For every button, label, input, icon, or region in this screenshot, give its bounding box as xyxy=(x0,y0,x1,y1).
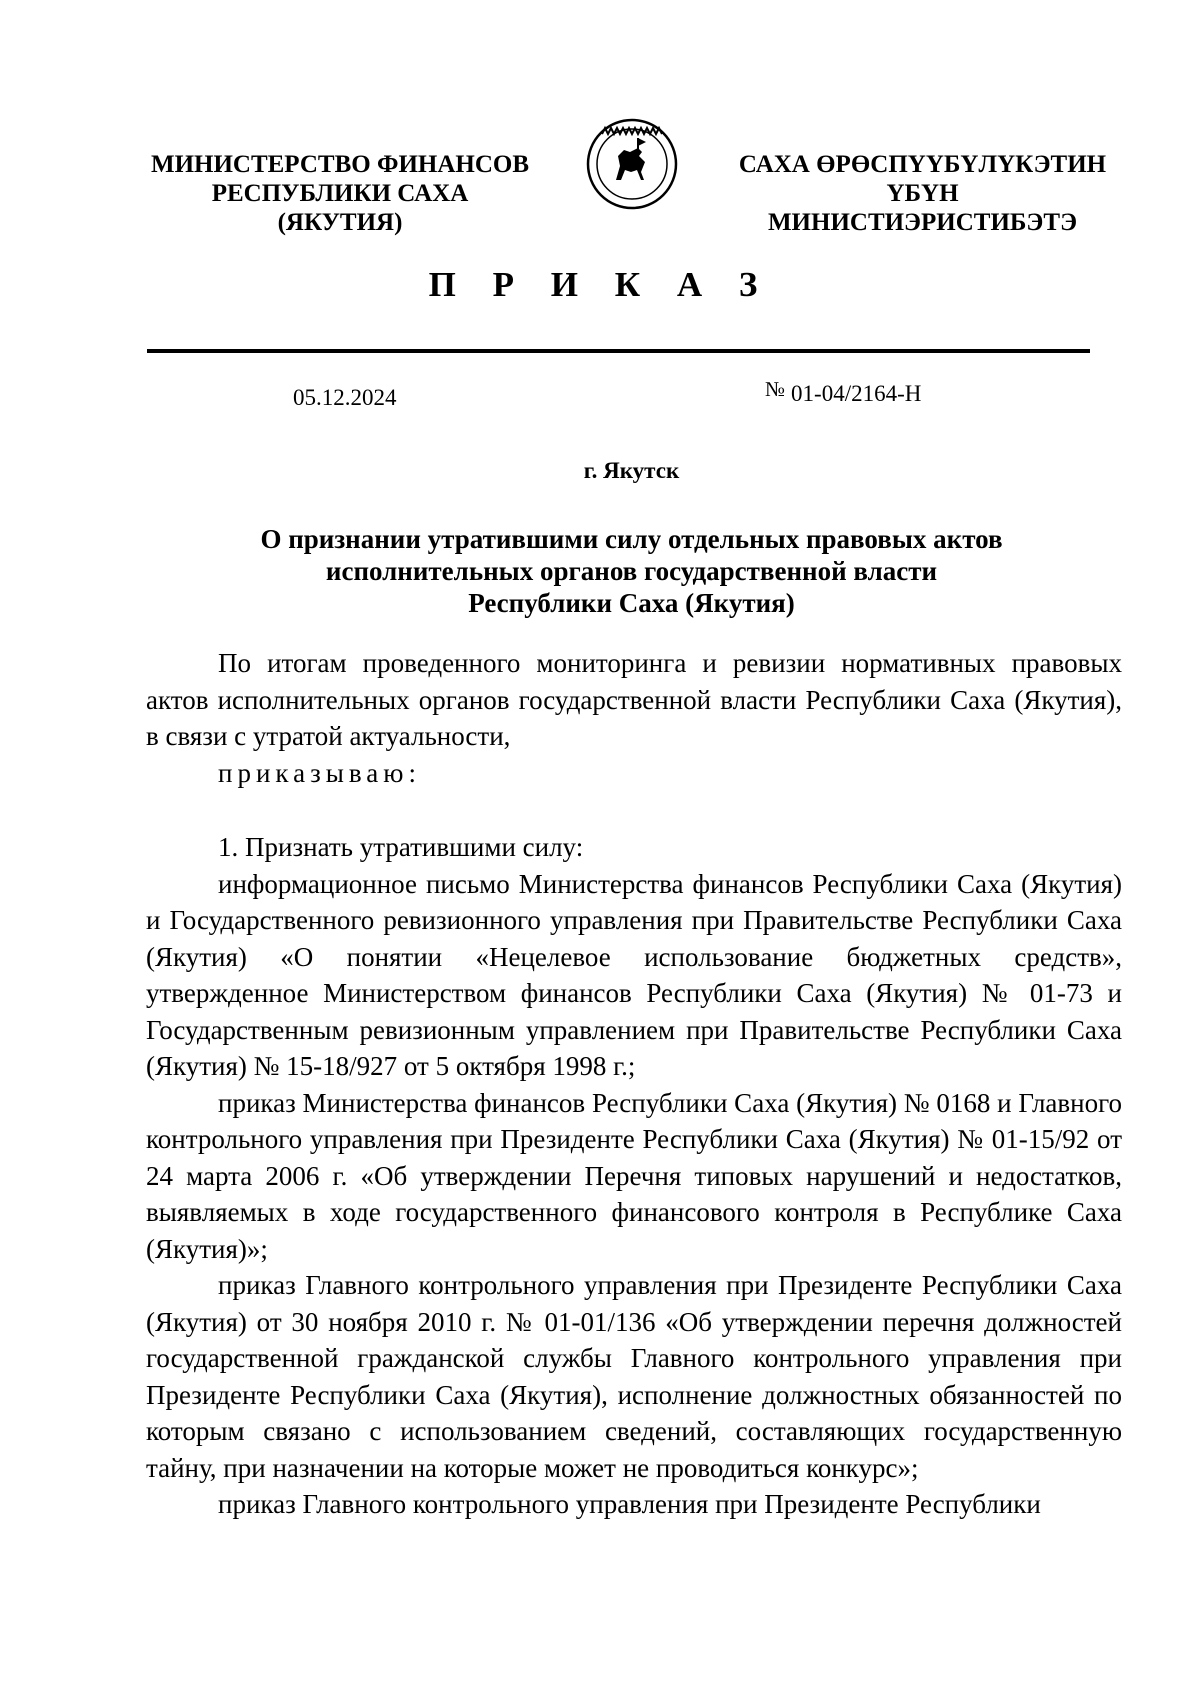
order-body xyxy=(146,645,1122,1523)
ministry-name-sah-line-1: САХА ӨРӨСПҮҮБҮЛҮКЭТИН xyxy=(738,151,1107,178)
order-subject xyxy=(0,523,1200,619)
repealed-act-1: информационное письмо Министерства финансов Республики Саха (Якутия) и Государственного ревизионного управления при Правительстве Республики Саха (Якутия) «О понятии «Нецелевое использование бюджетных средств», утвержденное Министерством финансов Республики Саха (Якутия) № 01-73 и Государственным ревизионным управлением при Правительстве Республики Саха (Якутия) № 15-18/927 от 5 октября 1998 г.; xyxy=(146,868,1122,1081)
ministry-name-ru-line-2: РЕСПУБЛИКИ САХА (ЯКУТИЯ) xyxy=(211,180,469,236)
subject-line-1: О признании утратившими силу отдельных правовых актов xyxy=(260,524,1003,554)
repealed-act-4: приказ Главного контрольного управления при Президенте Республики xyxy=(218,1489,1041,1519)
city: г. Якутск xyxy=(583,458,680,483)
item-1-heading: 1. Признать утратившими силу: xyxy=(218,832,584,862)
order-number xyxy=(765,377,922,407)
document-title: П Р И К А З xyxy=(428,265,772,304)
order-number-value: 01-04/2164-Н xyxy=(791,381,922,406)
preamble-paragraph: По итогам проведенного мониторинга и ревизии нормативных правовых актов исполнительных органов государственной власти Республики Саха (Якутия), в связи с утратой актуальности, xyxy=(146,648,1122,751)
coat-of-arms-icon xyxy=(578,108,686,216)
subject-line-3: Республики Саха (Якутия) xyxy=(468,588,795,618)
header-divider xyxy=(147,349,1090,353)
number-sign: № xyxy=(765,377,786,401)
order-word: приказываю: xyxy=(218,757,421,788)
repealed-act-3: приказ Главного контрольного управления при Президенте Республики Саха (Якутия) от 30 ноября 2010 г. № 01-01/136 «Об утверждении перечня должностей государственной гражданской службы Главного контрольного управления при Президенте Республики Саха (Якутия), исполнение должностных обязанностей по которым связано с использованием сведений, составляющих государственную тайну, при назначении на которые может не проводиться конкурс»; xyxy=(146,1270,1122,1483)
ministry-name-ru xyxy=(150,150,530,237)
ministry-name-sah xyxy=(735,150,1110,237)
subject-line-2: исполнительных органов государственной власти xyxy=(325,556,938,586)
repealed-act-2: приказ Министерства финансов Республики Саха (Якутия) № 0168 и Главного контрольного управления при Президенте Республики Саха (Якутия) № 01-15/92 от 24 марта 2006 г. «Об утверждении Перечня типовых нарушений и недостатков, выявляемых в ходе государственного финансового контроля в Республике Саха (Якутия)»; xyxy=(146,1087,1122,1264)
ministry-name-ru-line-1: МИНИСТЕРСТВО ФИНАНСОВ xyxy=(150,151,530,178)
order-date: 05.12.2024 xyxy=(293,385,397,410)
ministry-name-sah-line-2: ҮБҮН МИНИСТИЭРИСТИБЭТЭ xyxy=(767,180,1078,236)
